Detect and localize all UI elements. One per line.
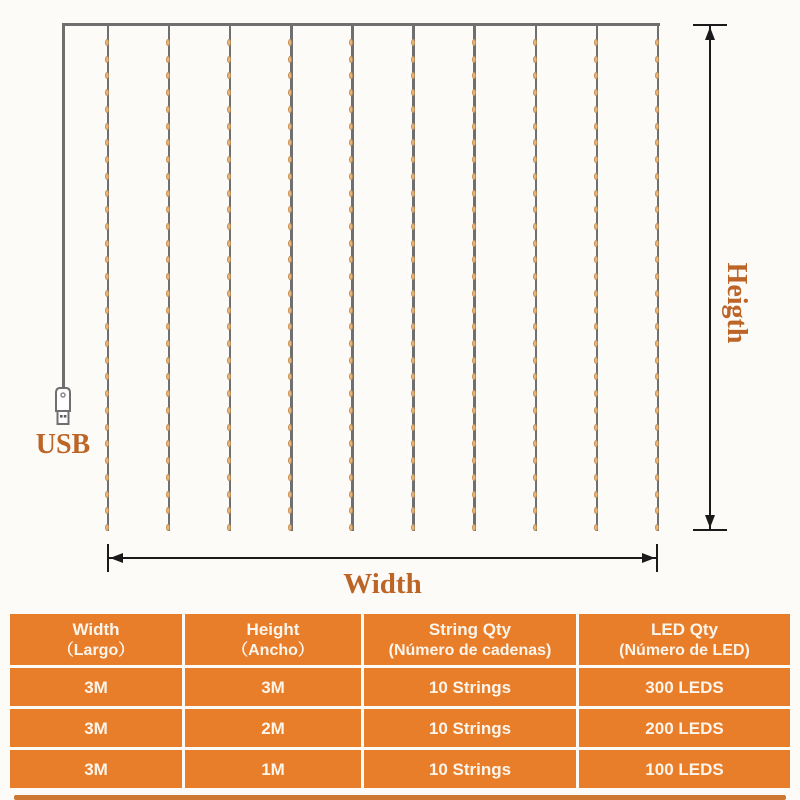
col-header-width xyxy=(10,614,182,665)
led-bead xyxy=(166,307,170,314)
table-cell-r2-width: 3M xyxy=(10,709,182,747)
led-bead xyxy=(166,123,170,130)
led-bead xyxy=(594,307,598,314)
led-bead xyxy=(166,56,170,63)
led-bead xyxy=(533,440,537,447)
led-bead xyxy=(472,240,476,247)
led-bead xyxy=(411,340,415,347)
led-bead xyxy=(533,273,537,280)
led-bead xyxy=(533,206,537,213)
height-label: Heigth xyxy=(721,262,752,344)
led-bead xyxy=(105,156,109,163)
led-bead xyxy=(655,357,659,364)
led-bead xyxy=(411,424,415,431)
led-bead xyxy=(594,507,598,514)
col-header-led-qty-es: (Número de LED) xyxy=(619,641,750,659)
led-bead xyxy=(533,223,537,230)
led-bead xyxy=(472,190,476,197)
led-bead xyxy=(105,173,109,180)
led-bead xyxy=(227,307,231,314)
led-bead xyxy=(472,457,476,464)
led-bead xyxy=(472,72,476,79)
led-bead xyxy=(105,240,109,247)
led-bead xyxy=(105,106,109,113)
led-bead xyxy=(533,474,537,481)
led-bead xyxy=(166,173,170,180)
led-bead xyxy=(472,89,476,96)
led-bead xyxy=(533,307,537,314)
led-bead xyxy=(533,323,537,330)
led-bead xyxy=(655,56,659,63)
led-bead xyxy=(411,139,415,146)
led-bead xyxy=(411,223,415,230)
led-bead xyxy=(411,474,415,481)
led-bead xyxy=(411,72,415,79)
table-cell-r1-width: 3M xyxy=(10,668,182,706)
col-header-height xyxy=(185,614,361,665)
led-bead xyxy=(594,474,598,481)
led-bead xyxy=(594,357,598,364)
led-bead xyxy=(411,206,415,213)
led-bead xyxy=(166,190,170,197)
led-bead xyxy=(655,290,659,297)
led-bead xyxy=(472,139,476,146)
led-bead xyxy=(105,491,109,498)
width-dim-line xyxy=(109,557,656,559)
led-bead xyxy=(594,457,598,464)
led-bead xyxy=(533,507,537,514)
table-cell-r2-strings: 10 Strings xyxy=(364,709,576,747)
led-bead xyxy=(472,407,476,414)
height-dim-line xyxy=(709,26,711,530)
width-dim-arrow-left-icon xyxy=(110,553,123,563)
table-cell-r3-height: 1M xyxy=(185,750,361,788)
led-bead xyxy=(655,524,659,531)
led-bead xyxy=(472,223,476,230)
led-bead xyxy=(594,206,598,213)
led-bead xyxy=(472,390,476,397)
usb-label: USB xyxy=(35,429,91,460)
led-bead xyxy=(105,340,109,347)
led-bead xyxy=(411,273,415,280)
led-bead xyxy=(411,123,415,130)
led-bead xyxy=(411,240,415,247)
table-cell-r2-leds: 200 LEDS xyxy=(579,709,790,747)
led-bead xyxy=(594,273,598,280)
led-bead xyxy=(166,474,170,481)
led-bead xyxy=(105,290,109,297)
led-bead xyxy=(594,190,598,197)
led-bead xyxy=(533,156,537,163)
led-bead xyxy=(594,491,598,498)
led-bead xyxy=(105,407,109,414)
col-header-led-qty xyxy=(579,614,790,665)
led-bead xyxy=(411,491,415,498)
col-header-string-qty-en: String Qty xyxy=(428,619,512,639)
led-bead xyxy=(533,256,537,263)
led-bead xyxy=(594,390,598,397)
led-bead xyxy=(655,307,659,314)
led-bead xyxy=(655,474,659,481)
led-bead xyxy=(411,89,415,96)
led-bead xyxy=(533,524,537,531)
led-bead xyxy=(533,139,537,146)
led-bead xyxy=(411,290,415,297)
led-bead xyxy=(594,156,598,163)
led-bead xyxy=(533,190,537,197)
led-bead xyxy=(594,173,598,180)
led-bead xyxy=(472,39,476,46)
col-header-width-es: （Largo） xyxy=(57,641,135,659)
led-bead xyxy=(105,123,109,130)
led-bead xyxy=(655,123,659,130)
led-bead xyxy=(655,39,659,46)
led-bead xyxy=(472,474,476,481)
led-bead xyxy=(594,424,598,431)
led-bead xyxy=(105,357,109,364)
led-bead xyxy=(472,123,476,130)
height-dim-arrow-up-icon xyxy=(705,27,715,40)
col-header-string-qty-es: (Número de cadenas) xyxy=(388,641,552,659)
led-bead xyxy=(105,307,109,314)
led-bead xyxy=(166,357,170,364)
led-bead xyxy=(472,524,476,531)
led-bead xyxy=(411,440,415,447)
table-cell-r1-height: 3M xyxy=(185,668,361,706)
col-header-height-es: （Ancho） xyxy=(232,641,314,659)
led-bead xyxy=(411,323,415,330)
led-bead xyxy=(594,56,598,63)
led-bead xyxy=(411,156,415,163)
height-dim-bottom-tick xyxy=(693,529,727,531)
led-bead xyxy=(533,106,537,113)
led-bead xyxy=(594,340,598,347)
led-bead xyxy=(533,424,537,431)
led-bead xyxy=(594,240,598,247)
led-bead xyxy=(655,223,659,230)
led-bead xyxy=(472,357,476,364)
cropped-next-row-strip xyxy=(14,795,786,800)
table-cell-r2-height: 2M xyxy=(185,709,361,747)
led-bead xyxy=(533,290,537,297)
led-bead xyxy=(655,407,659,414)
led-bead xyxy=(105,424,109,431)
led-bead xyxy=(411,373,415,380)
led-bead xyxy=(533,39,537,46)
led-bead xyxy=(411,457,415,464)
led-bead xyxy=(472,491,476,498)
led-bead xyxy=(166,424,170,431)
led-bead xyxy=(533,407,537,414)
led-bead xyxy=(533,173,537,180)
led-bead xyxy=(655,173,659,180)
width-label: Width xyxy=(343,568,422,600)
led-bead xyxy=(472,273,476,280)
led-bead xyxy=(105,524,109,531)
led-bead xyxy=(472,56,476,63)
led-bead xyxy=(594,89,598,96)
led-bead xyxy=(533,357,537,364)
led-bead xyxy=(166,290,170,297)
led-bead xyxy=(533,390,537,397)
led-bead xyxy=(594,106,598,113)
led-bead xyxy=(472,156,476,163)
width-dim-arrow-right-icon xyxy=(642,553,655,563)
height-dim-arrow-down-icon xyxy=(705,515,715,528)
led-bead xyxy=(166,240,170,247)
led-bead xyxy=(411,357,415,364)
led-bead xyxy=(533,89,537,96)
led-bead xyxy=(472,373,476,380)
usb-plug-icon xyxy=(49,384,77,428)
led-bead xyxy=(594,290,598,297)
led-bead xyxy=(411,190,415,197)
table-cell-r1-leds: 300 LEDS xyxy=(579,668,790,706)
led-bead xyxy=(655,340,659,347)
led-bead xyxy=(227,123,231,130)
led-bead xyxy=(533,240,537,247)
led-bead xyxy=(533,123,537,130)
led-bead xyxy=(533,340,537,347)
led-bead xyxy=(411,173,415,180)
led-bead xyxy=(411,256,415,263)
led-bead xyxy=(594,524,598,531)
led-bead xyxy=(472,424,476,431)
led-bead xyxy=(472,307,476,314)
led-bead xyxy=(533,56,537,63)
led-bead xyxy=(655,156,659,163)
led-bead xyxy=(655,106,659,113)
led-bead xyxy=(472,290,476,297)
led-bead xyxy=(594,407,598,414)
top-support-wire xyxy=(62,23,660,26)
led-bead xyxy=(411,390,415,397)
led-bead xyxy=(655,240,659,247)
led-bead xyxy=(105,474,109,481)
led-bead xyxy=(472,106,476,113)
led-bead xyxy=(472,256,476,263)
table-cell-r3-leds: 100 LEDS xyxy=(579,750,790,788)
led-bead xyxy=(105,39,109,46)
led-bead xyxy=(655,190,659,197)
table-cell-r1-strings: 10 Strings xyxy=(364,668,576,706)
col-header-height-en: Height xyxy=(246,619,300,639)
col-header-width-en: Width xyxy=(72,619,120,639)
spec-table xyxy=(10,614,790,788)
led-bead xyxy=(472,206,476,213)
led-bead xyxy=(105,56,109,63)
led-bead xyxy=(227,491,231,498)
led-bead xyxy=(411,507,415,514)
led-bead xyxy=(472,507,476,514)
table-cell-r3-strings: 10 Strings xyxy=(364,750,576,788)
led-bead xyxy=(472,323,476,330)
col-header-string-qty xyxy=(364,614,576,665)
led-bead xyxy=(533,491,537,498)
led-bead xyxy=(411,307,415,314)
led-bead xyxy=(533,457,537,464)
led-bead xyxy=(472,173,476,180)
led-bead xyxy=(411,106,415,113)
led-bead xyxy=(655,491,659,498)
led-bead xyxy=(472,340,476,347)
led-bead xyxy=(411,56,415,63)
led-bead xyxy=(655,424,659,431)
led-bead xyxy=(105,190,109,197)
led-bead xyxy=(472,440,476,447)
led-bead xyxy=(227,190,231,197)
led-bead xyxy=(594,39,598,46)
table-cell-r3-width: 3M xyxy=(10,750,182,788)
led-bead xyxy=(411,39,415,46)
usb-lead-wire xyxy=(62,23,65,387)
led-bead xyxy=(166,491,170,498)
col-header-led-qty-en: LED Qty xyxy=(650,619,719,639)
led-bead xyxy=(594,223,598,230)
led-bead xyxy=(411,407,415,414)
led-bead xyxy=(594,123,598,130)
led-bead xyxy=(105,223,109,230)
led-bead xyxy=(411,524,415,531)
